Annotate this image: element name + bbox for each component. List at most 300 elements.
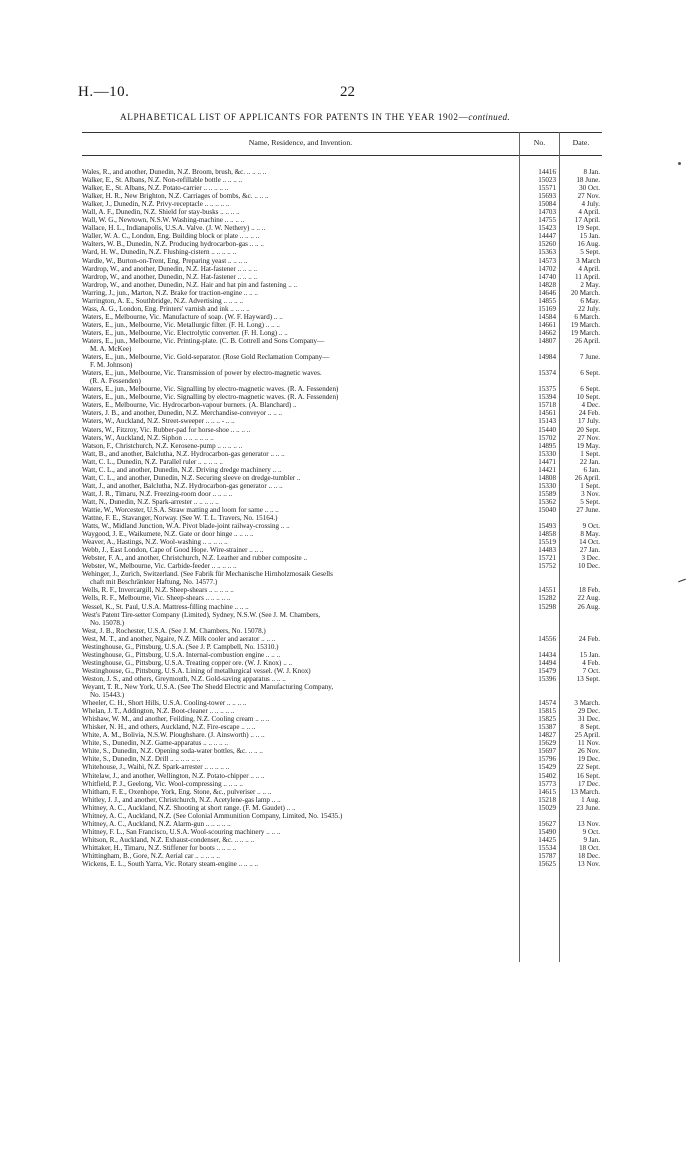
- entry-date: 26 April.: [574, 473, 600, 482]
- table-row: [82, 385, 602, 393]
- entry-text: Watt, J., and another, Balclutha, N.Z. Hydrocarbon-gas generator .. .. ..: [82, 481, 283, 490]
- entry-text: Walters, W. B., Dunedin, N.Z. Producing hydrocarbon-gas .. .. ..: [82, 240, 264, 249]
- table-row: [82, 417, 602, 425]
- entry-text: Westinghouse, G., Pittsburg, U.S.A. (See J. P. Campbell, No. 15310.): [82, 642, 279, 651]
- entry-date: 18 June.: [576, 176, 600, 185]
- table-row: [82, 409, 602, 417]
- entry-number: 15387: [538, 723, 556, 732]
- entry-text-continued: (R. A. Fessenden): [90, 377, 141, 386]
- table-row: [82, 498, 602, 506]
- entry-date: 8 May.: [580, 530, 600, 539]
- table-row: [82, 788, 602, 796]
- entry-text: Whitson, R., Auckland, N.Z. Exhaust-condenser, &c. .. .. .. ..: [82, 835, 255, 844]
- entry-text: Whitney, A. C., Auckland, N.Z. Shooting at short range. (F. M. Gaudet) .. ..: [82, 803, 296, 812]
- entry-date: 25 April.: [574, 731, 600, 740]
- entry-number: 14574: [538, 699, 556, 708]
- table-row: [82, 852, 602, 860]
- entry-number: 15330: [538, 449, 556, 458]
- entry-text: Whitham, F. E., Oxenhope, York, Eng. Stone, &c., pulveriser .. .. ..: [82, 787, 272, 796]
- entry-number: 15718: [538, 401, 556, 410]
- entry-date: 18 Dec.: [577, 851, 600, 860]
- entry-number: 14416: [538, 168, 556, 176]
- entry-number: 14425: [538, 835, 556, 844]
- entry-text: Whitney, A. C., Auckland, N.Z. (See Colonial Ammunition Company, Limited, No. 15435.): [82, 811, 343, 820]
- entry-number: 15721: [538, 554, 556, 563]
- table-row: [82, 224, 602, 232]
- entry-text: Ward, H. W., Dunedin, N.Z. Flushing-cistern .. .. .. .. ..: [82, 248, 237, 257]
- table-row: [82, 707, 602, 715]
- entry-text: West's Patent Tire-setter Company (Limited), Sydney, N.S.W. (See J. M. Chambers,: [82, 610, 320, 619]
- entry-date: 4 Feb.: [582, 658, 600, 667]
- entry-number: 15815: [538, 707, 556, 716]
- entry-text: Walker, H. R., New Brighton, N.Z. Carriages of bombs, &c. .. .. ..: [82, 192, 269, 201]
- entry-date: 9 Oct.: [582, 827, 600, 836]
- table-row: [82, 715, 602, 723]
- entry-date: 10 Dec.: [577, 562, 600, 571]
- entry-date: 6 Jan.: [583, 465, 600, 474]
- entry-date: 18 Oct.: [579, 843, 600, 852]
- entry-text: Watt, J. R., Timaru, N.Z. Freezing-room door .. .. .. ..: [82, 489, 233, 498]
- table-row: [82, 426, 602, 434]
- entry-text: Whitehouse, J., Waihi, N.Z. Spark-arrester .. .. .. .. ..: [82, 763, 230, 772]
- entry-number: 15697: [538, 747, 556, 756]
- patent-table: [82, 132, 602, 869]
- table-row: [82, 530, 602, 538]
- table-row: [82, 836, 602, 844]
- header-date: Date.: [572, 138, 590, 147]
- entry-date: 3 March: [576, 256, 600, 265]
- entry-number: 15627: [538, 819, 556, 828]
- entry-date: 4 July.: [581, 200, 600, 209]
- entry-text: Wessel, K., St. Paul, U.S.A. Mattress-filling machine .. .. ..: [82, 602, 249, 611]
- entry-date: 9 Oct.: [582, 522, 600, 531]
- entry-date: 20 March.: [570, 288, 600, 297]
- entry-text: Watt, C. L., and another, Dunedin, N.Z. Securing sleeve on dredge-tumbler ..: [82, 473, 301, 482]
- entry-number: 15402: [538, 771, 556, 780]
- entry-text: Waters, W., Auckland, N.Z. Siphon .. .. .. .. .. ..: [82, 433, 214, 442]
- entry-date: 6 May.: [580, 296, 600, 305]
- entry-number: 14855: [538, 296, 556, 305]
- entry-text: Whitfield, P. J., Geelong, Vic. Wool-compressing .. .. .. ..: [82, 779, 243, 788]
- entry-number: 15787: [538, 851, 556, 860]
- table-row: [82, 329, 602, 337]
- table-row: [82, 466, 602, 474]
- entry-text: Waller, W. A. C., London, Eng. Building block or plate .. .. .. ..: [82, 232, 260, 241]
- entry-text: West, J. B., Rochester, U.S.A. (See J. M. Chambers, No. 15078.): [82, 626, 266, 635]
- entry-number: 15260: [538, 240, 556, 249]
- entry-text: Whittingham, B., Gore, N.Z. Aerial car .. .. .. .. ..: [82, 851, 220, 860]
- entry-date: 5 Sept.: [580, 497, 600, 506]
- entry-number: 15330: [538, 481, 556, 490]
- entry-number: 15396: [538, 674, 556, 683]
- table-row: [82, 747, 602, 755]
- table-row: [82, 474, 602, 482]
- entry-date: 3 March.: [574, 699, 600, 708]
- entry-text: Webster, F. A., and another, Christchurch, N.Z. Leather and rubber composite ..: [82, 554, 308, 563]
- entry-date: 27 June.: [576, 505, 600, 514]
- entry-text: Wheeler, C. H., Short Hills, U.S.A. Cooling-tower .. .. .. ..: [82, 699, 247, 708]
- entry-date: 18 Feb.: [578, 586, 600, 595]
- entry-number: 15796: [538, 755, 556, 764]
- entry-date: 8 Sept.: [580, 723, 600, 732]
- entry-text: Whitley, J. J., and another, Christchurch, N.Z. Acetylene-gas lamp .. ..: [82, 795, 281, 804]
- entry-text: Wass, A. G., London, Eng. Printers' varnish and ink .. .. .. ..: [82, 304, 250, 313]
- table-row: [82, 514, 602, 522]
- entry-number: 15493: [538, 522, 556, 531]
- entry-text: Wardrop, W., and another, Dunedin, N.Z. Hat-fastener .. .. .. ..: [82, 272, 258, 281]
- table-row: [82, 248, 602, 256]
- table-row: [82, 683, 602, 699]
- entry-text: Whishaw, W. M., and another, Feilding, N.Z. Cooling cream .. .. ..: [82, 715, 270, 724]
- entry-number: 15702: [538, 433, 556, 442]
- table-row: [82, 442, 602, 450]
- entry-date: 3 Nov.: [581, 489, 600, 498]
- entry-date: 27 Nov.: [577, 433, 600, 442]
- page-title: [120, 112, 640, 122]
- table-row: [82, 321, 602, 329]
- entry-date: 15 Jan.: [579, 650, 600, 659]
- table-row: [82, 755, 602, 763]
- table-row: [82, 731, 602, 739]
- table-row: [82, 586, 602, 594]
- entry-number: 15429: [538, 763, 556, 772]
- entry-date: 19 Dec.: [577, 755, 600, 764]
- entry-number: 15625: [538, 860, 556, 869]
- margin-mark: [678, 579, 686, 583]
- entry-text: Waygood, J. E., Waikumete, N.Z. Gate or door hinge .. .. .. ..: [82, 530, 254, 539]
- table-row: [82, 828, 602, 836]
- table-row: [82, 554, 602, 562]
- entry-text: Watt, C. L., Dunedin, N.Z. Parallel ruler .. .. .. .. ..: [82, 457, 223, 466]
- entry-number: 14556: [538, 634, 556, 643]
- entry-date: 22 Sept.: [576, 763, 600, 772]
- entry-text: Waters, E., jun., Melbourne, Vic. Signalling by electro-magnetic waves. (R. A. Fessenden): [82, 393, 339, 402]
- entry-date: 22 Aug.: [577, 594, 600, 603]
- entry-text: Webb, J., East London, Cape of Good Hope. Wire-strainer .. .. ..: [82, 546, 264, 555]
- entry-number: 15693: [538, 192, 556, 201]
- table-row: [82, 297, 602, 305]
- table-row: [82, 216, 602, 224]
- entry-text: Waters, W., Auckland, N.Z. Street-sweeper .. .. .. - .. ..: [82, 417, 235, 426]
- entry-text: Wardrop, W., and another, Dunedin, N.Z. Hair and hat pin and fastening .. ..: [82, 280, 298, 289]
- entry-date: 26 Nov.: [577, 747, 600, 756]
- entry-text: Waters, E., jun., Melbourne, Vic. Gold-separator. (Rose Gold Reclamation Company—: [82, 353, 330, 362]
- entry-date: 5 Sept.: [580, 248, 600, 257]
- entry-date: 11 April.: [575, 272, 600, 281]
- entry-text-continued: No. 15443.): [90, 691, 125, 700]
- table-row: [82, 176, 602, 184]
- entry-date: 15 Jan.: [579, 232, 600, 241]
- entry-text: Westinghouse, G., Pittsburg, U.S.A. Lining of metallurgical vessel. (W. J. Knox): [82, 666, 311, 675]
- table-row: [82, 482, 602, 490]
- table-row: [82, 723, 602, 731]
- entry-number: 15825: [538, 715, 556, 724]
- entry-text: Whitelaw, J., and another, Wellington, N.Z. Potato-chipper .. .. ..: [82, 771, 265, 780]
- entry-number: 14573: [538, 256, 556, 265]
- entry-date: 9 Jan.: [583, 835, 600, 844]
- entry-text: White, S., Dunedin, N.Z. Game-apparatus .. .. .. .. ..: [82, 739, 228, 748]
- entry-number: 15423: [538, 224, 556, 233]
- page-ref: H.—10.: [78, 84, 130, 100]
- entry-text: Weston, J. S., and others, Greymouth, N.Z. Gold-saving apparatus .. .. ..: [82, 674, 286, 683]
- entry-number: 15752: [538, 562, 556, 571]
- entry-text: Waters, E., jun., Melbourne, Vic. Electrolytic converter. (F. H. Long) .. ..: [82, 328, 288, 337]
- page-number: 22: [340, 84, 355, 100]
- table-row: [82, 393, 602, 401]
- table-row: [82, 611, 602, 627]
- entry-text: Wardle, W., Burton-on-Trent, Eng. Preparing yeast .. .. .. ..: [82, 256, 248, 265]
- entry-date: 27 Nov.: [577, 192, 600, 201]
- entry-date: 2 May.: [580, 280, 600, 289]
- entry-date: 1 Sept.: [580, 449, 600, 458]
- entry-text: Wattne, F. E., Stavanger, Norway. (See W. T. L. Travers, No. 15164.): [82, 514, 278, 523]
- entry-number: 15363: [538, 248, 556, 257]
- entry-date: 13 Nov.: [577, 860, 600, 869]
- entry-text: Wehinger, J., Zurich, Switzerland. (See Fabrik für Mechanische Hirnholzmosaik Gesells: [82, 570, 333, 579]
- table-row: [82, 643, 602, 651]
- entry-date: 17 April.: [574, 216, 600, 225]
- entry-number: 14740: [538, 272, 556, 281]
- entry-date: 17 July.: [577, 417, 600, 426]
- table-row: [82, 506, 602, 514]
- table-row: [82, 200, 602, 208]
- entry-text: Watt, B., and another, Balclutha, N.Z. Hydrocarbon-gas generator .. .. ..: [82, 449, 285, 458]
- table-row: [82, 369, 602, 385]
- table-row: [82, 353, 602, 369]
- entry-number: 14703: [538, 208, 556, 217]
- table-row: [82, 289, 602, 297]
- entry-number: 15218: [538, 795, 556, 804]
- entry-number: 14483: [538, 546, 556, 555]
- table-row: [82, 675, 602, 683]
- entry-number: 14494: [538, 658, 556, 667]
- entry-text: Whisker, N. H., and others, Auckland, N.Z. Fire-escape .. .. ..: [82, 723, 256, 732]
- entry-date: 8 Jan.: [583, 168, 600, 176]
- entry-date: 1 Sept.: [580, 481, 600, 490]
- table-row: [82, 699, 602, 707]
- entry-number: 15084: [538, 200, 556, 209]
- entry-text: Wells, R. F., Melbourne, Vic. Sheep-shears .. .. .. .. ..: [82, 594, 231, 603]
- entry-number: 15571: [538, 184, 556, 193]
- table-body: [82, 168, 602, 868]
- entry-number: 14808: [538, 473, 556, 482]
- entry-text: Wardrop, W., and another, Dunedin, N.Z. Hat-fastener .. .. .. ..: [82, 264, 258, 273]
- table-row: [82, 522, 602, 530]
- entry-number: 15629: [538, 739, 556, 748]
- entry-text: Watts, W., Midland Junction, W.A. Pivot blade-joint railway-crossing .. ..: [82, 522, 290, 531]
- entry-date: 16 Sept.: [576, 771, 600, 780]
- entry-text: Walker, E., St. Albans, N.Z. Non-refillable bottle .. .. .. ..: [82, 176, 243, 185]
- table-row: [82, 240, 602, 248]
- entry-date: 4 Dec.: [581, 401, 600, 410]
- table-row: [82, 860, 602, 868]
- entry-number: 15169: [538, 304, 556, 313]
- entry-date: 10 Sept.: [576, 393, 600, 402]
- entry-text-continued: F. M. Johnson): [90, 361, 133, 370]
- entry-text: Wells, R. F., Invercargill, N.Z. Sheep-shears .. .. .. .. ..: [82, 586, 234, 595]
- entry-number: 14447: [538, 232, 556, 241]
- table-row: [82, 401, 602, 409]
- entry-text: Wall, W. G., Newtown, N.S.W. Washing-machine .. .. .. ..: [82, 216, 245, 225]
- entry-number: 14895: [538, 441, 556, 450]
- entry-number: 15589: [538, 489, 556, 498]
- entry-text: Weyant, T. R., New York, U.S.A. (See The Shedd Electric and Manufacturing Company,: [82, 683, 334, 691]
- table-row: [82, 804, 602, 812]
- page-title-continued: continued.: [468, 112, 510, 122]
- entry-date: 29 Dec.: [577, 707, 600, 716]
- entry-number: 15143: [538, 417, 556, 426]
- entry-text: Waters, E., jun., Melbourne, Vic. Printing-plate. (C. B. Cottrell and Sons Company—: [82, 336, 325, 345]
- entry-date: 16 Aug.: [577, 240, 600, 249]
- entry-date: 19 May.: [576, 441, 600, 450]
- entry-number: 14471: [538, 457, 556, 466]
- entry-text: White, S., Dunedin, N.Z. Opening soda-water bottles, &c. .. .. ..: [82, 747, 263, 756]
- table-row: [82, 538, 602, 546]
- table-row: [82, 281, 602, 289]
- entry-text: Westinghouse, G., Pittsburg, U.S.A. Internal-combustion engine .. .. ..: [82, 650, 281, 659]
- entry-text: Waters, E., Melbourne, Vic. Manufacture of soap. (W. F. Hayward) .. ..: [82, 312, 283, 321]
- entry-number: 14827: [538, 731, 556, 740]
- table-row: [82, 763, 602, 771]
- table-row: [82, 313, 602, 321]
- table-row: [82, 812, 602, 820]
- entry-text: Walker, E., St. Albans, N.Z. Potato-carrier .. .. .. .. ..: [82, 184, 229, 193]
- entry-date: 11 Nov.: [577, 739, 600, 748]
- table-row: [82, 546, 602, 554]
- table-row: [82, 168, 602, 176]
- table-row: [82, 844, 602, 852]
- entry-text-continued: chaft mit Beschränkter Haftung, No. 14577.): [90, 578, 218, 587]
- table-row: [82, 273, 602, 281]
- table-row: [82, 208, 602, 216]
- entry-date: 22 Jan.: [579, 457, 600, 466]
- entry-number: 14561: [538, 409, 556, 418]
- entry-text: Wickens, E. L., South Yarra, Vic. Rotary steam-engine .. .. .. ..: [82, 860, 259, 869]
- entry-date: 20 Sept.: [576, 425, 600, 434]
- entry-text-continued: No. 15078.): [90, 618, 125, 627]
- table-row: [82, 257, 602, 265]
- entry-number: 15374: [538, 369, 556, 378]
- table-row: [82, 627, 602, 635]
- table-row: [82, 184, 602, 192]
- table-row: [82, 635, 602, 643]
- entry-date: 14 Oct.: [579, 538, 600, 547]
- entry-text: Webster, W., Melbourne, Vic. Carbide-feeder .. .. .. .. ..: [82, 562, 237, 571]
- entry-number: 14661: [538, 320, 556, 329]
- table-row: [82, 796, 602, 804]
- entry-number: 15519: [538, 538, 556, 547]
- table-row: [82, 490, 602, 498]
- entry-number: 14755: [538, 216, 556, 225]
- table-row: [82, 570, 602, 586]
- entry-date: 7 Oct.: [582, 666, 600, 675]
- entry-text: Warring, J., jun., Marton, N.Z. Brake for traction-engine .. .. ..: [82, 288, 258, 297]
- entry-date: 19 March.: [570, 320, 600, 329]
- entry-text: Waters, W., Fitzroy, Vic. Rubber-pad for horse-shoe .. .. .. ..: [82, 425, 251, 434]
- entry-date: 27 Jan.: [579, 546, 600, 555]
- entry-text: Waters, E., jun., Melbourne, Vic. Transmission of power by electro-magnetic waves.: [82, 369, 322, 378]
- entry-text: Watt, C. L., and another, Dunedin, N.Z. Driving dredge machinery .. ..: [82, 465, 282, 474]
- entry-number: 15023: [538, 176, 556, 185]
- entry-text: Whitney, A. C., Auckland, N.Z. Alarm-gun .. .. .. .. ..: [82, 819, 231, 828]
- entry-text-continued: M. A. McKee): [90, 345, 132, 354]
- entry-number: 15773: [538, 779, 556, 788]
- entry-number: 14584: [538, 312, 556, 321]
- entry-number: 14434: [538, 650, 556, 659]
- table-row: [82, 667, 602, 675]
- entry-number: 14662: [538, 328, 556, 337]
- table-row: [82, 820, 602, 828]
- entry-text: Weaver, A., Hastings, N.Z. Wool-washing .. .. .. .. ..: [82, 538, 228, 547]
- entry-number: 14646: [538, 288, 556, 297]
- table-row: [82, 232, 602, 240]
- table-row: [82, 772, 602, 780]
- table-row: [82, 192, 602, 200]
- entry-number: 14828: [538, 280, 556, 289]
- entry-text: Waters, E., jun., Melbourne, Vic. Signalling by electro-magnetic waves. (R. A. Fessenden): [82, 385, 339, 394]
- entry-number: 15479: [538, 666, 556, 675]
- table-header: [82, 132, 602, 156]
- entry-number: 14807: [538, 336, 556, 345]
- table-row: [82, 434, 602, 442]
- table-row: [82, 594, 602, 602]
- entry-date: 4 April.: [578, 264, 600, 273]
- entry-date: 13 Nov.: [577, 819, 600, 828]
- entry-date: 6 Sept.: [580, 385, 600, 394]
- entry-date: 6 March.: [574, 312, 600, 321]
- entry-date: 17 Dec.: [577, 779, 600, 788]
- table-row: [82, 739, 602, 747]
- entry-text: White, A. M., Bolivia, N.S.W. Ploughshare. (J. Ainsworth) .. .. ..: [82, 731, 265, 740]
- table-row: [82, 458, 602, 466]
- entry-number: 14615: [538, 787, 556, 796]
- entry-number: 15490: [538, 827, 556, 836]
- entry-text: Watt, N., Dunedin, N.Z. Spark-arrester .. .. .. .. ..: [82, 497, 219, 506]
- table-row: [82, 780, 602, 788]
- entry-number: 15375: [538, 385, 556, 394]
- table-row: [82, 265, 602, 273]
- entry-text: Walker, J., Dunedin, N.Z. Privy-receptacle .. .. .. .. ..: [82, 200, 230, 209]
- margin-dot: [678, 162, 681, 165]
- entry-text: Waters, J. B., and another, Dunedin, N.Z. Merchandise-conveyor .. .. ..: [82, 409, 283, 418]
- entry-date: 7 June.: [579, 353, 600, 362]
- entry-number: 15029: [538, 803, 556, 812]
- entry-number: 15298: [538, 602, 556, 611]
- entry-number: 15362: [538, 497, 556, 506]
- entry-number: 15040: [538, 505, 556, 514]
- entry-text: West, M. T., and another, Ngaire, N.Z. Milk cooler and aerator .. .. ..: [82, 634, 276, 643]
- table-row: [82, 562, 602, 570]
- entry-date: 26 April.: [574, 336, 600, 345]
- header-name: Name, Residence, and Invention.: [248, 138, 353, 147]
- entry-text: Warrington, A. E., Southbridge, N.Z. Advertising .. .. .. ..: [82, 296, 243, 305]
- entry-date: 13 Sept.: [576, 674, 600, 683]
- entry-number: 14551: [538, 586, 556, 595]
- table-row: [82, 603, 602, 611]
- entry-text: Wallace, H. L., Indianapolis, U.S.A. Valve. (J. W. Nethery) .. .. ..: [82, 224, 266, 233]
- entry-date: 30 Oct.: [579, 184, 600, 193]
- table-row: [82, 337, 602, 353]
- table-row: [82, 651, 602, 659]
- entry-date: 1 Aug.: [581, 795, 600, 804]
- entry-date: 19 Sept.: [576, 224, 600, 233]
- entry-number: 14421: [538, 465, 556, 474]
- table-row: [82, 659, 602, 667]
- entry-date: 19 March.: [570, 328, 600, 337]
- entry-text: Wattie, W., Worcester, U.S.A. Straw matting and loom for same .. .. ..: [82, 505, 279, 514]
- entry-text: Whitney, F. L., San Francisco, U.S.A. Wool-scouring machinery .. .. ..: [82, 827, 281, 836]
- page-title-main: ALPHABETICAL LIST OF APPLICANTS FOR PATENTS IN THE YEAR 1902—: [120, 112, 469, 122]
